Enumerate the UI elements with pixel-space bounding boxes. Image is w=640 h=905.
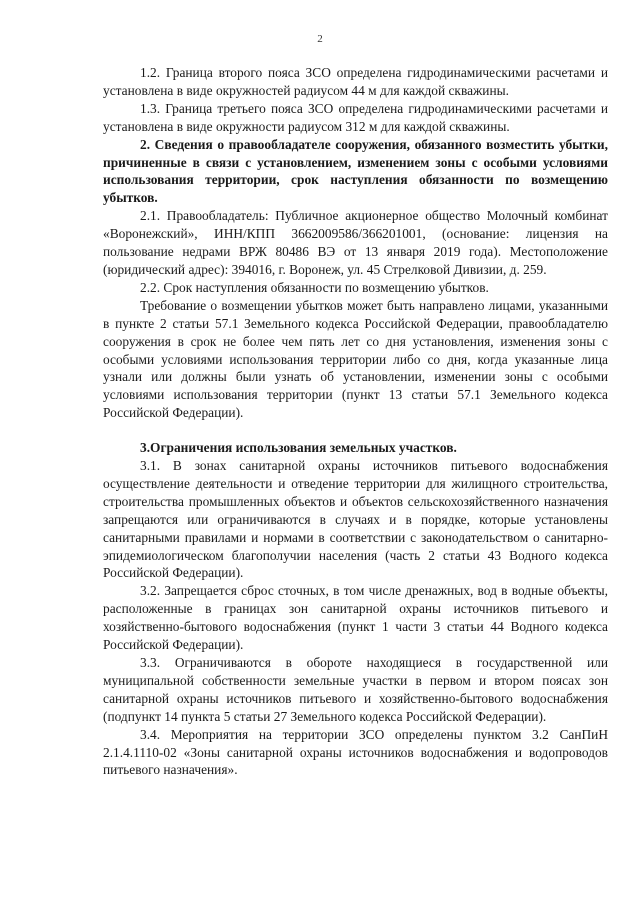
section-gap [103,422,608,439]
section-3-heading: 3.Ограничения использования земельных участков. [140,440,457,456]
paragraph-1-3: 1.3. Граница третьего пояса ЗСО определена гидродинамическими расчетами и установлена в виде окружности радиусом 312 м для каждой скважины. [103,100,608,134]
paragraph-3-1: 3.1. В зонах санитарной охраны источников питьевого водоснабжения осуществление деятельности и отведение территории для жилищного строительства, строительства промышленных объектов и объектов сельскохозяйственного назначения запрещаются или ограничиваются в случаях и в порядке, которые установлены санитарными правилами и нормами в соответствии с законодательством о санитарно-эпидемиологическом благополучии населения (часть 2 статьи 43 Водного кодекса Российской Федерации). [103,458,608,581]
document-body [103,64,608,779]
paragraph-3-3: 3.3. Ограничиваются в обороте находящиеся в государственной или муниципальной собственности земельные участки в первом и втором поясах зон санитарной охраны источников питьевого и хозяйственно-бытового водоснабжения (подпункт 14 пункта 5 статьи 27 Земельного кодекса Российской Федерации). [103,655,608,724]
paragraph-2-1: 2.1. Правообладатель: Публичное акционерное общество Молочный комбинат «Воронежский», ИНН/КПП 3662009586/366201001, (основание: лицензия на пользование недрами ВРЖ 80486 ВЭ от 13 января 2019 года). Местоположение (юридический адрес): 394016, г. Воронеж, ул. 45 Стрелковой Дивизии, д. 259. [103,208,608,277]
section-2-heading: 2. Сведения о правообладателе сооружения, обязанного возместить убытки, причиненные в связи с установлением, изменением зоны с особыми условиями использования территории, срок наступления обязанности по возмещению убытков. [103,136,608,206]
paragraph-3-2: 3.2. Запрещается сброс сточных, в том числе дренажных, вод в водные объекты, расположенные в границах зон санитарной охраны источников питьевого и хозяйственно-бытового водоснабжения (пункт 1 части 3 статьи 44 Водного кодекса Российской Федерации). [103,583,608,653]
page-number: 2 [317,33,323,45]
paragraph-1-2: 1.2. Граница второго пояса ЗСО определена гидродинамическими расчетами и установлена в виде окружностей радиусом 44 м для каждой скважины. [103,65,608,98]
paragraph-2-2: 2.2. Срок наступления обязанности по возмещению убытков. [140,279,489,295]
paragraph-3-4: 3.4. Мероприятия на территории ЗСО определены пунктом 3.2 СанПиН 2.1.4.1110-02 «Зоны санитарной охраны источников водоснабжения и водопроводов питьевого назначения». [103,726,608,778]
paragraph-2-2-text: Требование о возмещении убытков может быть направлено лицами, указанными в пункте 2 статьи 57.1 Земельного кодекса Российской Федерации, правообладателю сооружения в срок не более чем пять лет со дня установления, изменения зоны с особыми условиями использования территории либо со дня, когда указанные лица узнали или должны были узнать об установлении, изменении зоны с особыми условиями использования территории (пункт 13 статьи 57.1 Земельного кодекса Российской Федерации). [103,297,608,421]
